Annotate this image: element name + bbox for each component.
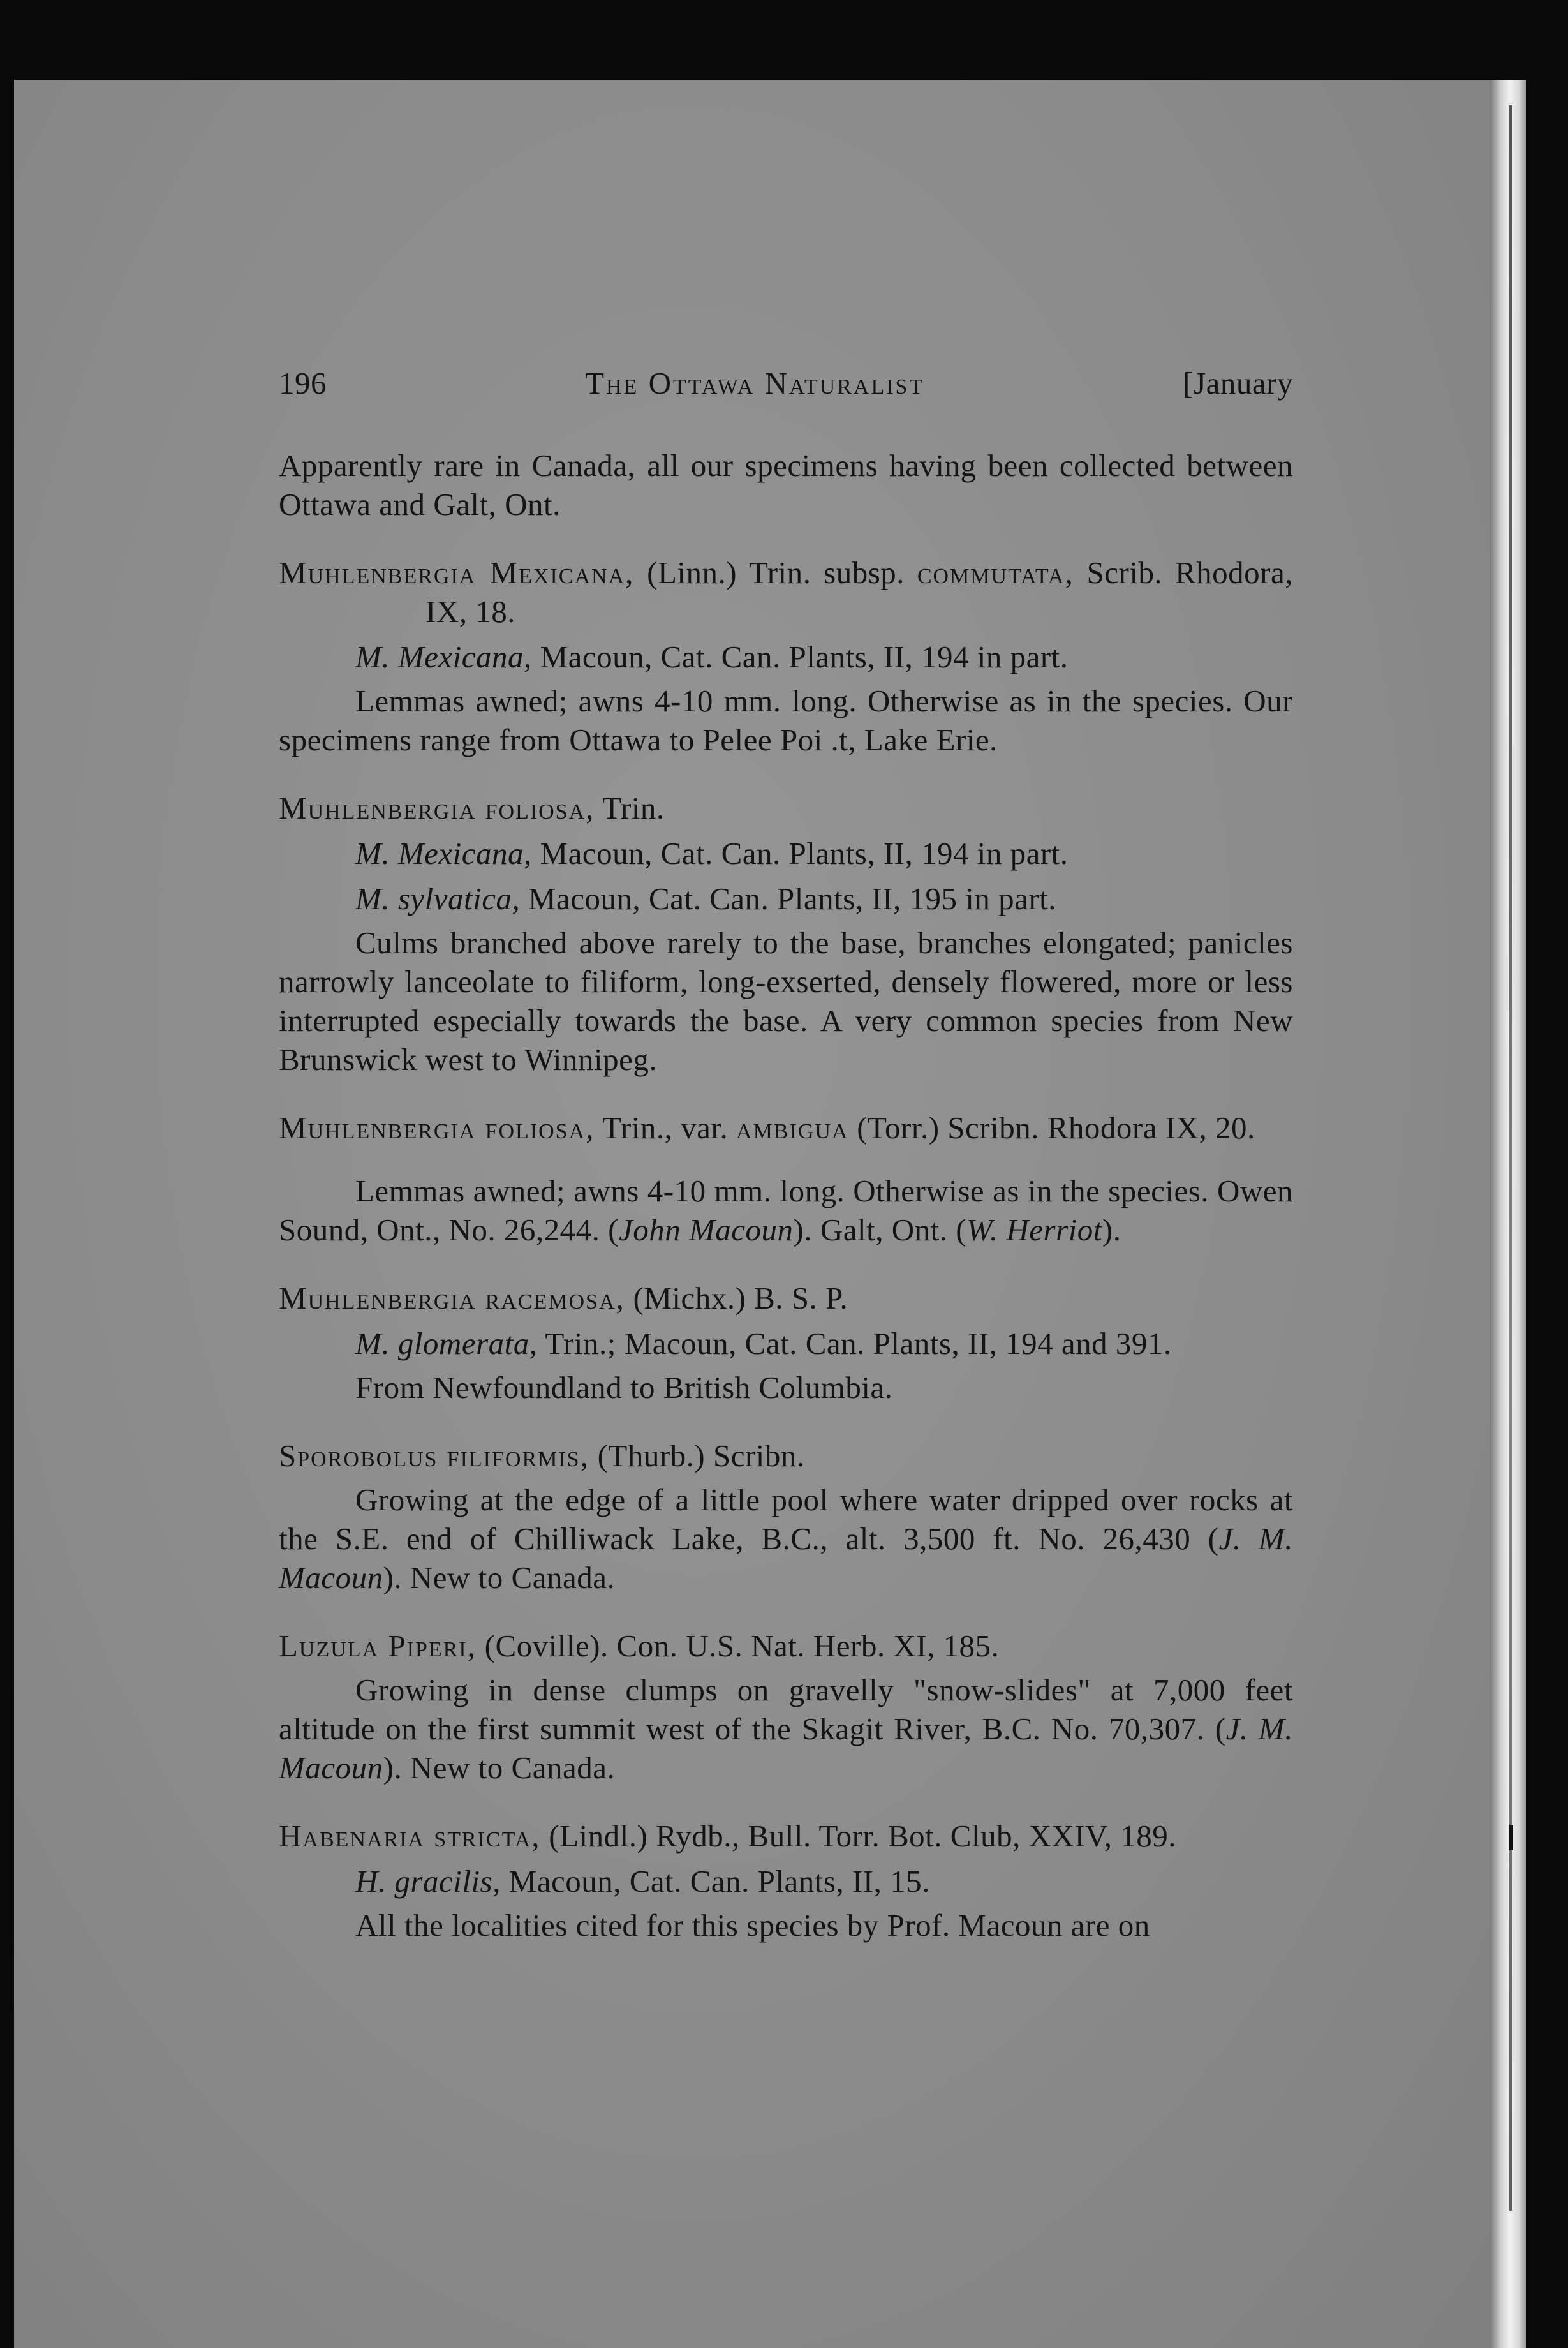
species-name: Muhlenbergia foliosa,	[279, 1110, 595, 1145]
gutter-line	[1509, 105, 1512, 2211]
running-head	[279, 364, 1293, 403]
species-name: Luzula Piperi,	[279, 1628, 477, 1663]
synonym-line: H. gracilis, Macoun, Cat. Can. Plants, II, 15.	[355, 1864, 930, 1899]
species-heading: Habenaria stricta, (Lindl.) Rydb., Bull. Torr. Bot. Club, XXIV, 189.	[279, 1818, 1176, 1854]
synonym-line: M. glomerata, Trin.; Macoun, Cat. Can. Plants, II, 194 and 391.	[355, 1326, 1172, 1361]
species-note: All the localities cited for this species by Prof. Macoun are on	[355, 1908, 1150, 1943]
book-spine	[1490, 80, 1526, 2348]
species-name: Muhlenbergia racemosa,	[279, 1281, 625, 1316]
page-number: 196	[279, 366, 327, 401]
species-name: Muhlenbergia foliosa,	[279, 791, 595, 826]
species-note: Growing at the edge of a little pool where water dripped over rocks at the S.E. end of Chilliwack Lake, B.C., alt. 3,500 ft. No. 26,430 (J. M. Macoun). New to Canada.	[279, 1482, 1293, 1595]
species-entry	[279, 1108, 1293, 1249]
species-note: From Newfoundland to British Columbia.	[355, 1370, 893, 1405]
species-entry	[279, 1279, 1293, 1407]
synonym-line: M. Mexicana, Macoun, Cat. Can. Plants, II, 194 in part.	[355, 836, 1069, 871]
page-text	[279, 364, 1293, 1945]
species-name: Habenaria stricta,	[279, 1818, 541, 1854]
species-heading: Muhlenbergia Mexicana, (Linn.) Trin. subsp. commutata, Scrib. Rhodora, IX, 18.	[279, 555, 1293, 629]
synonym-line: M. sylvatica, Macoun, Cat. Can. Plants, II, 195 in part.	[355, 881, 1057, 916]
species-heading: Muhlenbergia foliosa, Trin.	[279, 791, 665, 826]
synonym-line: M. Mexicana, Macoun, Cat. Can. Plants, II, 194 in part.	[355, 639, 1069, 674]
species-entry	[279, 1436, 1293, 1597]
species-heading: Muhlenbergia racemosa, (Michx.) B. S. P.	[279, 1281, 848, 1316]
species-heading: Muhlenbergia foliosa, Trin., var. ambigua (Torr.) Scribn. Rhodora IX, 20.	[279, 1110, 1255, 1145]
species-note: Growing in dense clumps on gravelly "snow-slides" at 7,000 feet altitude on the first summit west of the Skagit River, B.C. No. 70,307. (J. M. Macoun). New to Canada.	[279, 1672, 1293, 1785]
intro-paragraph: Apparently rare in Canada, all our specimens having been collected between Ottawa and Galt, Ont.	[279, 448, 1293, 522]
species-name: Sporobolus filiformis,	[279, 1438, 589, 1473]
species-heading: Sporobolus filiformis, (Thurb.) Scribn.	[279, 1438, 805, 1473]
species-entry	[279, 553, 1293, 759]
species-note: Lemmas awned; awns 4-10 mm. long. Otherwise as in the species. Owen Sound, Ont., No. 26,244. (John Macoun). Galt, Ont. (W. Herriot).	[279, 1173, 1293, 1247]
species-heading: Luzula Piperi, (Coville). Con. U.S. Nat. Herb. XI, 185.	[279, 1628, 1000, 1663]
species-note: Lemmas awned; awns 4-10 mm. long. Otherwise as in the species. Our specimens range from Ottawa to Pelee Poi .t, Lake Erie.	[279, 683, 1293, 757]
issue-month: [January	[1183, 366, 1293, 401]
species-entry	[279, 1626, 1293, 1787]
species-entry	[279, 1817, 1293, 1945]
journal-title: The Ottawa Naturalist	[585, 366, 925, 401]
species-entry	[279, 789, 1293, 1079]
species-note: Culms branched above rarely to the base, branches elongated; panicles narrowly lanceolate to filiform, long-exserted, densely flowered, more or less interrupted especially towards the base. A very common species from New Brunswick west to Winnipeg.	[279, 925, 1293, 1077]
gutter-mark	[1509, 1825, 1513, 1850]
species-name: Muhlenbergia Mexicana,	[279, 555, 635, 590]
